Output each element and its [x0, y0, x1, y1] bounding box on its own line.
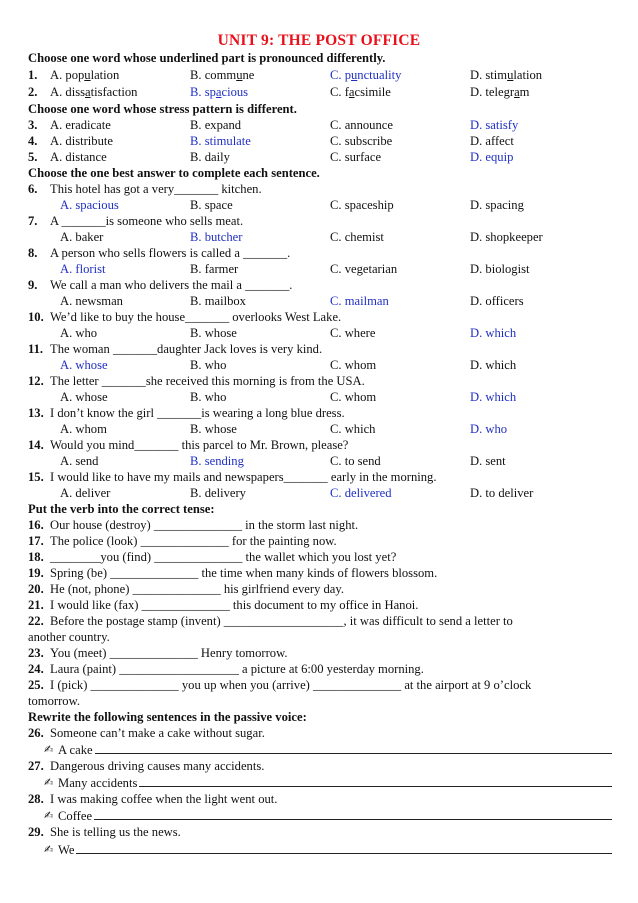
options-9 [28, 293, 612, 309]
question-number: 16. [28, 518, 44, 532]
question-9 [28, 277, 612, 293]
question-17 [28, 533, 612, 549]
question-number: 2. [28, 85, 38, 99]
question-number: 11. [28, 342, 44, 356]
section-heading-stress: Choose one word whose stress pattern is different. [28, 102, 297, 116]
question-5 [28, 149, 612, 165]
question-number: 7. [28, 214, 38, 228]
option-a: A. whom [60, 422, 107, 436]
writing-hand-icon: ✍ [44, 809, 54, 822]
question-number: 22. [28, 614, 44, 628]
option-b: B. commune [190, 68, 255, 82]
option-c: C. whom [330, 358, 377, 372]
question-21 [28, 597, 612, 613]
question-7 [28, 213, 612, 229]
question-number: 14. [28, 438, 44, 452]
question-text: I was making coffee when the light went out. [50, 792, 278, 806]
question-text: The letter _______she received this morning is from the USA. [50, 374, 365, 388]
question-12 [28, 373, 612, 389]
question-text: You (meet) ______________ Henry tomorrow. [50, 646, 288, 660]
options-8 [28, 261, 612, 277]
writing-hand-icon: ✍ [44, 776, 54, 789]
question-28 [28, 791, 612, 807]
question-29 [28, 824, 612, 840]
question-22 [28, 613, 612, 629]
question-text: She is telling us the news. [50, 825, 181, 839]
option-d-answer: D. equip [470, 150, 514, 164]
option-b: B. mailbox [190, 294, 246, 308]
option-b: B. who [190, 358, 227, 372]
option-a: A. who [60, 326, 98, 340]
option-b: B. who [190, 390, 227, 404]
options-13 [28, 421, 612, 437]
option-b-answer: B. butcher [190, 230, 243, 244]
question-number: 4. [28, 134, 38, 148]
option-a: A. newsman [60, 294, 123, 308]
option-c: C. facsimile [330, 85, 391, 99]
question-number: 10. [28, 310, 44, 324]
question-22-continued: another country. [28, 630, 110, 644]
question-text: I (pick) ______________ you up when you (arrive) ______________ at the airport at 9 o’clock [50, 678, 532, 692]
option-d: D. telegram [470, 85, 530, 99]
option-c: C. spaceship [330, 198, 394, 212]
option-b: B. space [190, 198, 233, 212]
question-number: 29. [28, 825, 44, 839]
question-25 [28, 677, 612, 693]
option-d-answer: D. which [470, 326, 517, 340]
option-c-answer: C. mailman [330, 294, 389, 308]
section-heading-verb-tense: Put the verb into the correct tense: [28, 502, 215, 516]
option-b: B. whose [190, 422, 237, 436]
question-text: Someone can’t make a cake without sugar. [50, 726, 265, 740]
answer-start: Many accidents [58, 776, 138, 790]
option-a-answer: A. florist [60, 262, 106, 276]
question-text: I would like to have my mails and newspapers_______ early in the morning. [50, 470, 437, 484]
question-24 [28, 661, 612, 677]
question-27 [28, 758, 612, 774]
option-d: D. to deliver [470, 486, 534, 500]
option-d-answer: D. satisfy [470, 118, 519, 132]
answer-start: We [58, 843, 75, 857]
option-b: B. whose [190, 326, 237, 340]
option-d: D. stimulation [470, 68, 543, 82]
option-d: D. affect [470, 134, 514, 148]
option-c-answer: C. punctuality [330, 68, 402, 82]
option-d: D. which [470, 358, 517, 372]
question-number: 26. [28, 726, 44, 740]
question-4 [28, 133, 612, 149]
question-3 [28, 117, 612, 133]
option-c: C. surface [330, 150, 382, 164]
writing-hand-icon: ✍ [44, 843, 54, 856]
option-b: B. delivery [190, 486, 246, 500]
option-a: A. population [50, 68, 120, 82]
question-text: Dangerous driving causes many accidents. [50, 759, 265, 773]
question-18 [28, 549, 612, 565]
option-d: D. spacing [470, 198, 524, 212]
options-11 [28, 357, 612, 373]
question-14 [28, 437, 612, 453]
question-number: 20. [28, 582, 44, 596]
question-text: We’d like to buy the house_______ overlooks West Lake. [50, 310, 342, 324]
options-6 [28, 197, 612, 213]
question-number: 19. [28, 566, 44, 580]
question-6 [28, 181, 612, 197]
question-number: 8. [28, 246, 38, 260]
option-a-answer: A. whose [60, 358, 108, 372]
question-number: 18. [28, 550, 44, 564]
options-14 [28, 453, 612, 469]
options-12 [28, 389, 612, 405]
question-number: 6. [28, 182, 38, 196]
question-number: 3. [28, 118, 38, 132]
page-title: UNIT 9: THE POST OFFICE [217, 32, 421, 49]
question-number: 24. [28, 662, 44, 676]
option-d: D. shopkeeper [470, 230, 543, 244]
question-20 [28, 581, 612, 597]
options-10 [28, 325, 612, 341]
question-text: A person who sells flowers is called a _______. [50, 246, 291, 260]
answer-blank[interactable] [139, 775, 612, 787]
option-c: C. where [330, 326, 376, 340]
question-number: 23. [28, 646, 44, 660]
option-d-answer: D. who [470, 422, 508, 436]
option-a: A. distance [50, 150, 107, 164]
answer-blank[interactable] [95, 742, 612, 754]
question-10 [28, 309, 612, 325]
question-number: 13. [28, 406, 44, 420]
question-text: We call a man who delivers the mail a _______. [50, 278, 293, 292]
option-a-answer: A. spacious [60, 198, 119, 212]
option-b-answer: B. stimulate [190, 134, 251, 148]
section-heading-best-answer: Choose the one best answer to complete each sentence. [28, 166, 320, 180]
question-13 [28, 405, 612, 421]
section-heading-pronunciation: Choose one word whose underlined part is pronounced differently. [28, 51, 386, 65]
question-number: 27. [28, 759, 44, 773]
question-text: This hotel has got a very_______ kitchen. [50, 182, 262, 196]
option-a: A. distribute [50, 134, 113, 148]
question-text: Would you mind_______ this parcel to Mr. Brown, please? [50, 438, 349, 452]
question-text: Our house (destroy) ______________ in the storm last night. [50, 518, 359, 532]
question-number: 9. [28, 278, 38, 292]
question-2 [28, 84, 612, 100]
answer-blank[interactable] [94, 808, 612, 820]
answer-line-28 [28, 808, 612, 824]
question-number: 5. [28, 150, 38, 164]
section-heading-passive-voice: Rewrite the following sentences in the passive voice: [28, 710, 307, 724]
option-c: C. announce [330, 118, 393, 132]
option-b: B. expand [190, 118, 242, 132]
answer-line-29 [28, 842, 612, 858]
question-15 [28, 469, 612, 485]
option-b-answer: B. spacious [190, 85, 249, 99]
question-1 [28, 67, 612, 83]
answer-start: A cake [58, 743, 93, 757]
question-16 [28, 517, 612, 533]
question-23 [28, 645, 612, 661]
question-text: Laura (paint) ___________________ a picture at 6:00 yesterday morning. [50, 662, 424, 676]
option-a: A. whose [60, 390, 108, 404]
answer-line-26 [28, 742, 612, 758]
question-number: 25. [28, 678, 44, 692]
option-d-answer: D. which [470, 390, 517, 404]
option-c: C. to send [330, 454, 381, 468]
options-7 [28, 229, 612, 245]
question-number: 12. [28, 374, 44, 388]
option-d: D. officers [470, 294, 524, 308]
option-b: B. farmer [190, 262, 239, 276]
option-d: D. sent [470, 454, 506, 468]
option-c: C. vegetarian [330, 262, 398, 276]
question-11 [28, 341, 612, 357]
option-c: C. subscribe [330, 134, 393, 148]
option-c-answer: C. delivered [330, 486, 392, 500]
question-number: 1. [28, 68, 38, 82]
question-text: The police (look) ______________ for the painting now. [50, 534, 337, 548]
question-text: I would like (fax) ______________ this document to my office in Hanoi. [50, 598, 419, 612]
question-text: Before the postage stamp (invent) ___________________, it was difficult to send a letter to [50, 614, 513, 628]
question-number: 15. [28, 470, 44, 484]
question-8 [28, 245, 612, 261]
option-d: D. biologist [470, 262, 530, 276]
question-text: A _______is someone who sells meat. [50, 214, 244, 228]
question-text: I don’t know the girl _______is wearing a long blue dress. [50, 406, 345, 420]
question-number: 21. [28, 598, 44, 612]
question-number: 17. [28, 534, 44, 548]
question-number: 28. [28, 792, 44, 806]
option-c: C. chemist [330, 230, 384, 244]
option-a: A. send [60, 454, 99, 468]
option-a: A. eradicate [50, 118, 111, 132]
answer-start: Coffee [58, 809, 93, 823]
writing-hand-icon: ✍ [44, 743, 54, 756]
question-text: Spring (be) ______________ the time when many kinds of flowers blossom. [50, 566, 438, 580]
question-text: He (not, phone) ______________ his girlfriend every day. [50, 582, 345, 596]
question-25-continued: tomorrow. [28, 694, 80, 708]
answer-line-27 [28, 775, 612, 791]
option-c: C. which [330, 422, 376, 436]
question-text: ________you (find) ______________ the wallet which you lost yet? [50, 550, 397, 564]
option-b: B. daily [190, 150, 230, 164]
option-b-answer: B. sending [190, 454, 244, 468]
options-15 [28, 485, 612, 501]
option-a: A. deliver [60, 486, 111, 500]
option-a: A. dissatisfaction [50, 85, 138, 99]
question-text: The woman _______daughter Jack loves is very kind. [50, 342, 323, 356]
option-a: A. baker [60, 230, 104, 244]
option-c: C. whom [330, 390, 377, 404]
question-19 [28, 565, 612, 581]
question-26 [28, 725, 612, 741]
answer-blank[interactable] [76, 842, 612, 854]
